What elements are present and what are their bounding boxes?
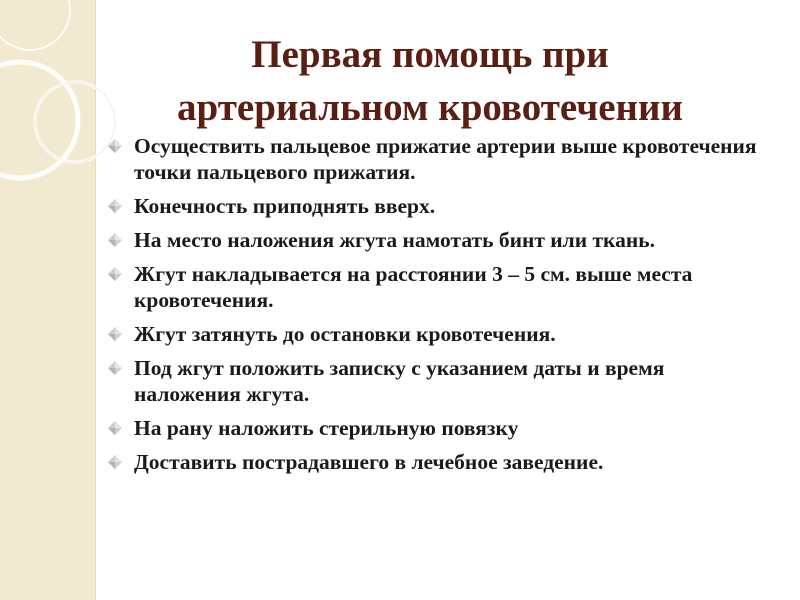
slide-title-line-1: Первая помощь при (251, 33, 609, 76)
diamond-bullet-icon (107, 360, 123, 376)
bullet-item (104, 227, 776, 253)
bullet-text: Доставить пострадавшего в лечебное заведение. (134, 450, 604, 474)
bullet-item (104, 133, 776, 185)
diamond-bullet-icon (107, 138, 123, 154)
bullet-text: На рану наложить стерильную повязку (134, 416, 519, 440)
bullet-item (104, 321, 776, 347)
diamond-bullet-icon (107, 454, 123, 470)
bullet-text: На место наложения жгута намотать бинт или ткань. (134, 228, 655, 252)
diamond-bullet-icon (107, 266, 123, 282)
slide-title (110, 28, 750, 134)
bullet-item (104, 193, 776, 219)
bullet-item (104, 415, 776, 441)
bullet-text: Жгут затянуть до остановки кровотечения. (134, 322, 556, 346)
diamond-bullet-icon (107, 198, 123, 214)
diamond-bullet-icon (107, 232, 123, 248)
bullet-text: Жгут накладывается на расстоянии 3 – 5 см. выше места кровотечения. (134, 262, 693, 312)
diamond-bullet-icon (107, 420, 123, 436)
slide-title-line-2: артериальном кровотечении (177, 86, 683, 129)
bullet-text: Осуществить пальцевое прижатие артерии выше кровотечения точки пальцевого прижатия. (134, 134, 757, 184)
bullet-item (104, 449, 776, 475)
bullet-item (104, 261, 776, 313)
bullet-text: Под жгут положить записку с указанием даты и время наложения жгута. (134, 356, 665, 406)
bullet-text: Конечность приподнять вверх. (134, 194, 436, 218)
diamond-bullet-icon (107, 326, 123, 342)
bullet-list (104, 133, 776, 483)
bullet-item (104, 355, 776, 407)
